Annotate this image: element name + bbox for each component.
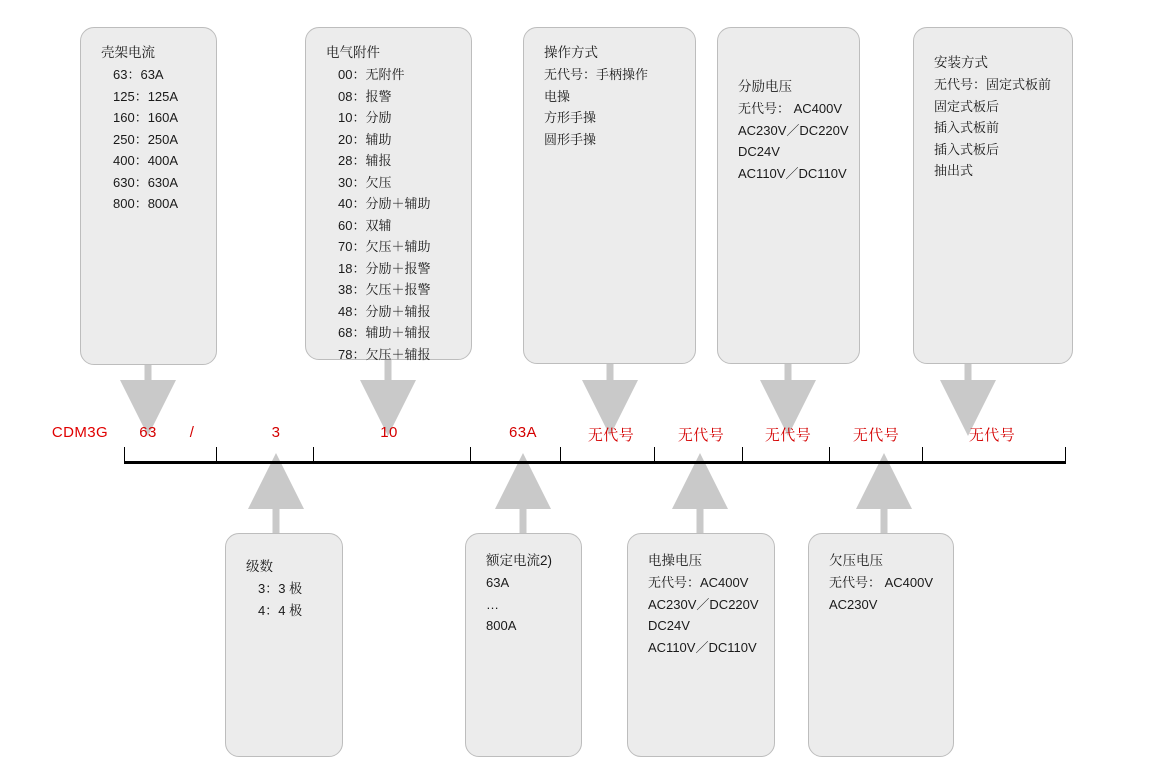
baseline-tick (742, 447, 743, 461)
baseline-rule (124, 461, 1066, 464)
list-item: 无代号：手柄操作 (544, 67, 649, 82)
list-item: DC24V (648, 618, 690, 633)
code-segment-electric-operation-voltage: 无代号 (677, 427, 725, 444)
list-item: DC24V (738, 144, 780, 159)
list-item: 68：辅助＋辅报 (338, 325, 431, 340)
list-item: 固定式板后 (934, 98, 1000, 114)
list-item: AC230V (829, 596, 878, 612)
list-item: 800A (486, 618, 517, 633)
callout-list (326, 64, 455, 365)
callout-list (934, 74, 1056, 182)
list-item: 08：报警 (338, 88, 392, 104)
list-item: 400：400A (113, 153, 179, 168)
list-item: 630：630A (113, 174, 179, 190)
callout-list (486, 572, 565, 637)
callout-title: 分励电压 (738, 79, 792, 94)
callout-electric-operation-voltage (627, 533, 775, 757)
callout-title: 级数 (246, 559, 273, 574)
list-item: 63A (486, 575, 510, 590)
callout-pole-number (225, 533, 343, 757)
callout-title: 壳架电流 (101, 45, 155, 60)
list-item: AC110V／DC110V (738, 165, 847, 181)
list-item: 18：分励＋报警 (338, 260, 431, 276)
list-item: AC230V／DC220V (648, 596, 759, 612)
code-segment-electrical-accessory: 10 (380, 424, 398, 441)
list-item: 无代号：AC400V (648, 575, 749, 590)
code-segment-pole-number: 3 (271, 424, 281, 441)
code-segment-undervoltage-voltage: 无代号 (852, 427, 900, 444)
list-item: 250：250A (113, 131, 179, 147)
code-segment-shunt-voltage: 无代号 (764, 427, 812, 444)
callout-title: 额定电流2) (486, 553, 553, 568)
callout-list (101, 64, 200, 215)
callout-mounting-mode (913, 27, 1073, 364)
list-item: 10：分励 (338, 110, 392, 125)
list-item: 3：3 极 (258, 581, 303, 596)
callout-shunt-voltage (717, 27, 860, 364)
list-item: 40：分励＋辅助 (338, 196, 431, 211)
callout-list (738, 98, 849, 184)
baseline-tick (1065, 447, 1066, 461)
list-item: 无代号：固定式板前 (934, 77, 1052, 92)
code-segment-frame-current: 63 (139, 424, 157, 441)
baseline-tick (124, 447, 125, 461)
baseline-tick (922, 447, 923, 461)
code-segment-rated-current: 63A (509, 424, 537, 441)
code-segment-mounting-mode: 无代号 (968, 427, 1016, 444)
baseline-tick (829, 447, 830, 461)
baseline-tick (313, 447, 314, 461)
list-item: 电操 (544, 88, 571, 104)
callout-frame-current (80, 27, 217, 365)
list-item: 70：欠压＋辅助 (338, 239, 431, 254)
list-item: 20：辅助 (338, 131, 392, 147)
list-item: 800：800A (113, 196, 179, 211)
baseline-tick (560, 447, 561, 461)
list-item: 4：4 极 (258, 602, 303, 618)
list-item: 插入式板前 (934, 120, 1000, 135)
callout-title: 安装方式 (934, 55, 988, 70)
baseline-tick (654, 447, 655, 461)
list-item: 30：欠压 (338, 174, 392, 190)
model-brand: CDM3G (51, 424, 109, 441)
baseline-tick (216, 447, 217, 461)
callout-title: 电操电压 (648, 553, 702, 568)
list-item: 160：160A (113, 110, 179, 125)
list-item: 插入式板后 (934, 141, 1000, 157)
list-item: AC230V／DC220V (738, 122, 849, 138)
code-segment-operation-mode: 无代号 (587, 427, 635, 444)
callout-list (648, 572, 758, 658)
list-item: 圆形手操 (544, 131, 597, 147)
list-item: 抽出式 (934, 163, 974, 178)
list-item: 48：分励＋辅报 (338, 303, 431, 319)
list-item: 28：辅报 (338, 153, 392, 168)
list-item: … (486, 596, 499, 612)
list-item: 无代号： AC400V (829, 575, 934, 590)
code-segment-slash: / (189, 424, 195, 441)
list-item: 00：无附件 (338, 67, 405, 82)
callout-operation-mode (523, 27, 696, 364)
callout-list (829, 572, 937, 615)
callout-electrical-accessory (305, 27, 472, 360)
callout-title: 电气附件 (326, 45, 380, 60)
list-item: AC110V／DC110V (648, 639, 757, 655)
list-item: 无代号： AC400V (738, 101, 843, 116)
callout-title: 操作方式 (544, 45, 598, 60)
callout-list (544, 64, 679, 150)
callout-title: 欠压电压 (829, 553, 883, 568)
list-item: 60：双辅 (338, 217, 392, 233)
callout-undervoltage-voltage (808, 533, 954, 757)
list-item: 38：欠压＋报警 (338, 282, 431, 297)
list-item: 方形手操 (544, 110, 597, 125)
callout-rated-current (465, 533, 582, 757)
list-item: 78：欠压＋辅报 (338, 346, 431, 362)
list-item: 63：63A (113, 67, 164, 82)
list-item: 125：125A (113, 88, 179, 104)
callout-list (246, 578, 326, 621)
baseline-tick (470, 447, 471, 461)
